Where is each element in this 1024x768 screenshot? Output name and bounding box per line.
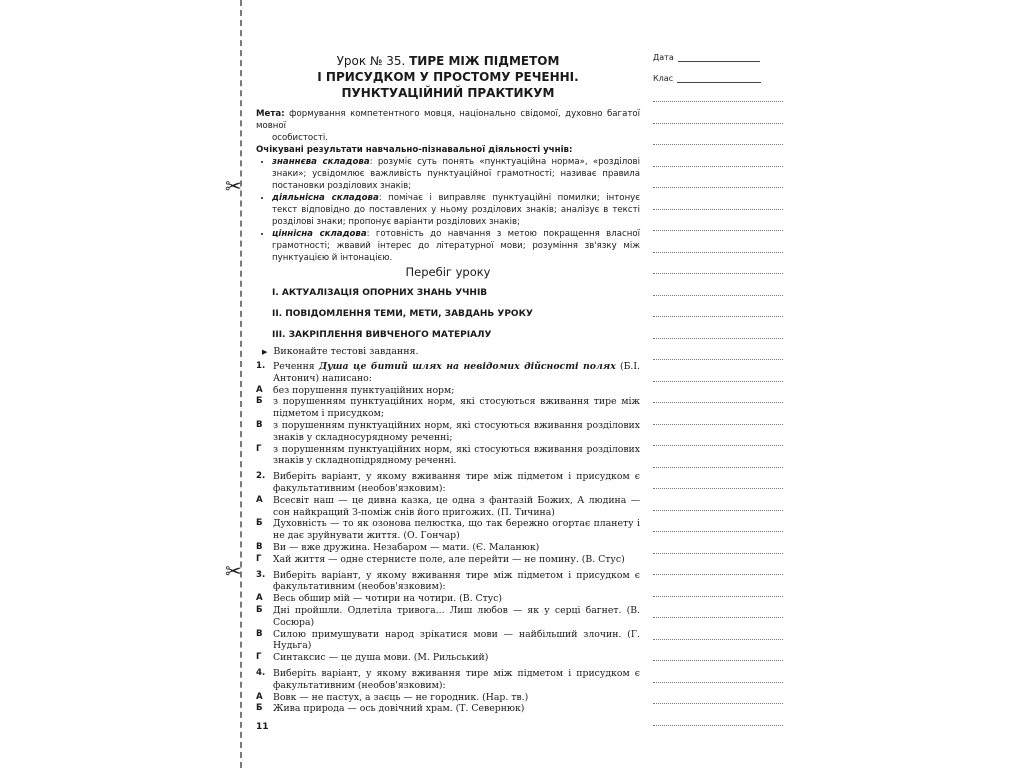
note-line — [653, 617, 783, 618]
option-text: Синтаксис — це душа мови. (М. Рильський) — [273, 652, 489, 664]
option — [256, 593, 640, 605]
option-letter: Г — [256, 443, 262, 454]
title-line-3: ПУНКТУАЦІЙНИЙ ПРАКТИКУМ — [341, 86, 555, 100]
note-line — [653, 144, 783, 145]
option — [256, 420, 640, 444]
option-text: Хай життя — одне стернисте поле, але перейти — не помину. (В. Стус) — [273, 553, 625, 565]
note-line — [653, 166, 783, 167]
option-text: Дні пройшли. Одлетіла тривога... Лиш любов — як у серці багнет. (В. Сосюра) — [273, 604, 640, 628]
title-line-1: ТИРЕ МІЖ ПІДМЕТОМ — [409, 54, 560, 68]
expected-list — [256, 156, 640, 264]
note-line — [653, 101, 783, 102]
option-text: Жива природа — ось довічний храм. (Т. Севернюк) — [273, 703, 525, 715]
note-line — [653, 445, 783, 446]
note-line — [653, 273, 783, 274]
note-line — [653, 338, 783, 339]
option-text: з порушенням пунктуаційних норм, які стосуються вживання розділових знаків у складнопідрядному реченні. — [273, 443, 640, 467]
task — [256, 471, 640, 495]
note-line — [653, 639, 783, 640]
option — [256, 692, 640, 704]
expected-term: знаннєва складова — [272, 157, 370, 167]
section-heading: II. ПОВІДОМЛЕННЯ ТЕМИ, МЕТИ, ЗАВДАНЬ УРОКУ — [272, 309, 533, 319]
option-letter: Б — [256, 518, 263, 529]
lesson-number: Урок № 35. — [336, 54, 410, 68]
goal — [256, 108, 640, 132]
note-line — [653, 230, 783, 231]
option-letter: В — [256, 541, 263, 552]
option-text: з порушенням пунктуаційних норм, які стосуються вживання розділових знаків у складносурядному реченні; — [273, 419, 640, 443]
note-line — [653, 682, 783, 683]
task-quote: Душа це битий шлях на невідомих дійсності полях — [318, 361, 616, 372]
option-letter: Г — [256, 652, 262, 663]
option — [256, 652, 640, 664]
class-field — [653, 73, 761, 83]
expected-term: діяльнісна складова — [272, 193, 379, 203]
goal-label: Мета: — [256, 109, 285, 119]
task-number: 4. — [256, 667, 266, 678]
title-line-2: І ПРИСУДКОМ У ПРОСТОМУ РЕЧЕННІ. — [317, 70, 579, 84]
option-text: Всесвіт наш — це дивна казка, це одна з фантазій Божих, А людина — сон найкращий З-поміж снів його пригожих. (П. Тичина) — [273, 494, 640, 518]
expected-text: : готовність до навчання з метою покращення власної грамотності; жвавий інтерес до літературної мови; розуміння зв'язку між пунктуацією й інтонацією. — [272, 229, 640, 263]
task-number: 3. — [256, 569, 266, 580]
instruction — [262, 346, 419, 357]
note-line — [653, 402, 783, 403]
option — [256, 542, 640, 554]
expected-item — [272, 228, 640, 264]
option-letter: Б — [256, 396, 263, 407]
option-text: без порушення пунктуаційних норм; — [273, 384, 455, 396]
option-letter: В — [256, 628, 263, 639]
task-text: Виберіть варіант, у якому вживання тире між підметом і присудком є факультативним (необов'язковим): — [273, 667, 640, 691]
option — [256, 444, 640, 468]
expected-text: : помічає і виправляє пунктуаційні помилки; інтонує текст відповідно до поставлених у ньому розділових знаків; аналізує в тексті розділові знаки; пропонує варіанти розділових знаків; — [272, 193, 640, 227]
option-text: Силою примушувати народ зрікатися мови — найбільший злочин. (Г. Нудьга) — [273, 628, 640, 652]
note-line — [653, 574, 783, 575]
note-line — [653, 703, 783, 704]
expected-text: : розуміє суть понять «пунктуаційна норма», «розділові знаки»; усвідомлює важливість пунктуаційної грамотності; називає правила постановки розділових знаків; — [272, 157, 640, 191]
option-letter: А — [256, 691, 263, 702]
lesson-title — [256, 53, 640, 101]
lesson-meta — [256, 108, 640, 264]
option — [256, 518, 640, 542]
date-label: Дата — [653, 53, 674, 62]
option — [256, 703, 640, 715]
task-text: Речення — [273, 361, 319, 372]
scissors-icon: ✂ — [225, 559, 242, 583]
note-line — [653, 467, 783, 468]
task-number: 2. — [256, 471, 266, 482]
option-letter: А — [256, 494, 263, 505]
task — [256, 361, 640, 385]
date-line — [678, 52, 760, 62]
option-letter: Б — [256, 604, 263, 615]
note-line — [653, 510, 783, 511]
option-letter: А — [256, 593, 263, 604]
note-line — [653, 252, 783, 253]
option-letter: В — [256, 419, 263, 430]
note-line — [653, 596, 783, 597]
note-line — [653, 316, 783, 317]
cut-line — [240, 0, 242, 768]
expected-term: ціннісна складова — [272, 229, 367, 239]
task-list — [256, 361, 640, 715]
page-number: 11 — [256, 722, 269, 732]
note-line — [653, 531, 783, 532]
note-line — [653, 187, 783, 188]
expected-heading: Очікувані результати навчально-пізнавальної діяльності учнів: — [256, 145, 573, 155]
task — [256, 570, 640, 594]
note-line — [653, 488, 783, 489]
option-text: Ви — вже дружина. Незабаром — мати. (Є. Маланюк) — [273, 541, 540, 553]
option — [256, 396, 640, 420]
date-field — [653, 52, 760, 62]
note-line — [653, 381, 783, 382]
option-text: з порушенням пунктуаційних норм, які стосуються вживання тире між підметом і присудком; — [273, 396, 640, 420]
task-text: Виберіть варіант, у якому вживання тире між підметом і присудком є факультативним (необов'язковим): — [273, 569, 640, 593]
option-text: Весь обшир мій — чотири на чотири. (В. Стус) — [273, 593, 503, 605]
note-line — [653, 553, 783, 554]
note-line — [653, 424, 783, 425]
note-line — [653, 359, 783, 360]
instruction-text: Виконайте тестові завдання. — [273, 346, 419, 357]
option-text: Вовк — не пастух, а заєць — не городник. (Нар. тв.) — [273, 691, 529, 703]
option — [256, 385, 640, 397]
task-text: Виберіть варіант, у якому вживання тире між підметом і присудком є факультативним (необов'язковим): — [273, 471, 640, 494]
scissors-icon: ✂ — [225, 174, 242, 198]
goal-text-2: особистості. — [272, 133, 328, 143]
section-heading: I. АКТУАЛІЗАЦІЯ ОПОРНИХ ЗНАНЬ УЧНІВ — [272, 288, 488, 298]
option-text: Духовність — то як озонова пелюстка, що так бережно огортає планету і не дає зруйнувати життя. (О. Гончар) — [273, 518, 640, 542]
section-heading: III. ЗАКРІПЛЕННЯ ВИВЧЕНОГО МАТЕРІАЛУ — [272, 330, 492, 340]
class-line — [677, 73, 761, 83]
option-letter: Г — [256, 553, 262, 564]
note-line — [653, 123, 783, 124]
option-letter: А — [256, 384, 263, 395]
expected-item — [272, 156, 640, 192]
note-line — [653, 660, 783, 661]
option — [256, 629, 640, 653]
note-line — [653, 209, 783, 210]
task-number: 1. — [256, 361, 266, 371]
class-label: Клас — [653, 74, 674, 83]
course-heading: Перебіг уроку — [405, 265, 491, 279]
task-text-post: (Б.І. Антонич) написано: — [273, 361, 640, 384]
note-line — [653, 725, 783, 726]
option — [256, 605, 640, 629]
option-letter: Б — [256, 703, 263, 714]
option — [256, 554, 640, 566]
arrow-icon: ▶ — [262, 348, 268, 356]
note-line — [653, 295, 783, 296]
goal-text-1: формування компетентного мовця, національно свідомої, духовно багатої мовної — [256, 109, 640, 131]
option — [256, 495, 640, 519]
expected-item — [272, 192, 640, 228]
task — [256, 668, 640, 692]
